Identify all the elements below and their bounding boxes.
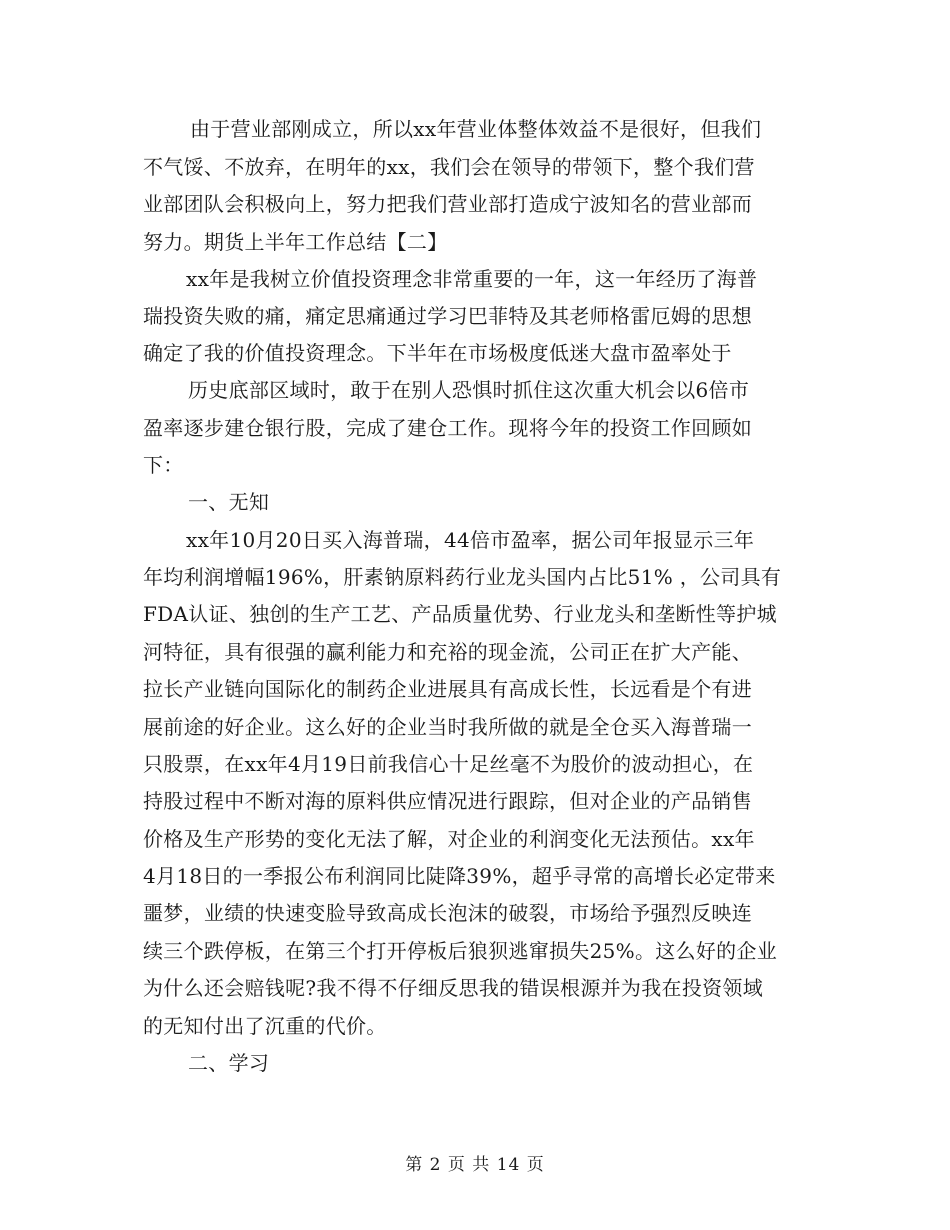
text-line: 持股过程中不断对海的原料供应情况进行跟踪，但对企业的产品销售 xyxy=(143,789,752,813)
text-line: 为什么还会赔钱呢?我不得不仔细反思我的错误根源并为我在投资领域 xyxy=(143,976,764,1000)
text-line: 不气馁、不放弃，在明年的xx，我们会在领导的带领下，整个我们营 xyxy=(143,155,755,179)
text-line: 历史底部区域时，敢于在别人恐惧时抓住这次重大机会以6倍市 xyxy=(188,378,750,402)
page-number-footer: 第 2 页 共 14 页 xyxy=(405,1155,545,1175)
text-line: 只股票，在xx年4月19日前我信心十足丝毫不为股价的波动担心，在 xyxy=(143,752,754,776)
section-heading: 一、无知 xyxy=(188,490,270,514)
text-line: 下： xyxy=(143,453,184,477)
text-line: 续三个跌停板，在第三个打开停板后狼狈逃窜损失25%。这么好的企业 xyxy=(143,939,778,963)
text-line: 瑞投资失败的痛，痛定思痛通过学习巴菲特及其老师格雷厄姆的思想 xyxy=(143,304,752,328)
text-line: xx年10月20日买入海普瑞，44倍市盈率，据公司年报显示三年 xyxy=(186,528,755,552)
text-line: 河特征，具有很强的赢利能力和充裕的现金流，公司正在扩大产能、 xyxy=(143,640,752,664)
text-line: 拉长产业链向国际化的制药企业进展具有高成长性，长远看是个有进 xyxy=(143,677,752,701)
text-line: 由于营业部刚成立，所以xx年营业体整体效益不是很好，但我们 xyxy=(190,117,762,141)
text-line: 确定了我的价值投资理念。下半年在市场极度低迷大盘市盈率处于 xyxy=(143,341,732,365)
text-line: 业部团队会积极向上，努力把我们营业部打造成宁波知名的营业部而 xyxy=(143,192,752,216)
text-line: FDA认证、独创的生产工艺、产品质量优势、行业龙头和垄断性等护城 xyxy=(143,602,777,626)
section-heading: 二、学习 xyxy=(188,1051,270,1075)
text-line: 盈率逐步建仓银行股，完成了建仓工作。现将今年的投资工作回顾如 xyxy=(143,416,752,440)
text-line: xx年是我树立价值投资理念非常重要的一年，这一年经历了海普 xyxy=(186,267,758,291)
text-line: 年均利润增幅196%，肝素钠原料药行业龙头国内占比51% ，公司具有 xyxy=(143,565,782,589)
text-line: 努力。期货上半年工作总结【二】 xyxy=(143,230,448,254)
text-line: 的无知付出了沉重的代价。 xyxy=(143,1014,387,1038)
text-line: 价格及生产形势的变化无法了解，对企业的利润变化无法预估。xx年 xyxy=(143,827,755,851)
text-line: 4月18日的一季报公布利润同比陡降39%，超乎寻常的高增长必定带来 xyxy=(143,864,776,888)
text-line: 噩梦，业绩的快速变脸导致高成长泡沫的破裂，市场给予强烈反映连 xyxy=(143,901,752,925)
text-line: 展前途的好企业。这么好的企业当时我所做的就是全仓买入海普瑞一 xyxy=(143,715,752,739)
